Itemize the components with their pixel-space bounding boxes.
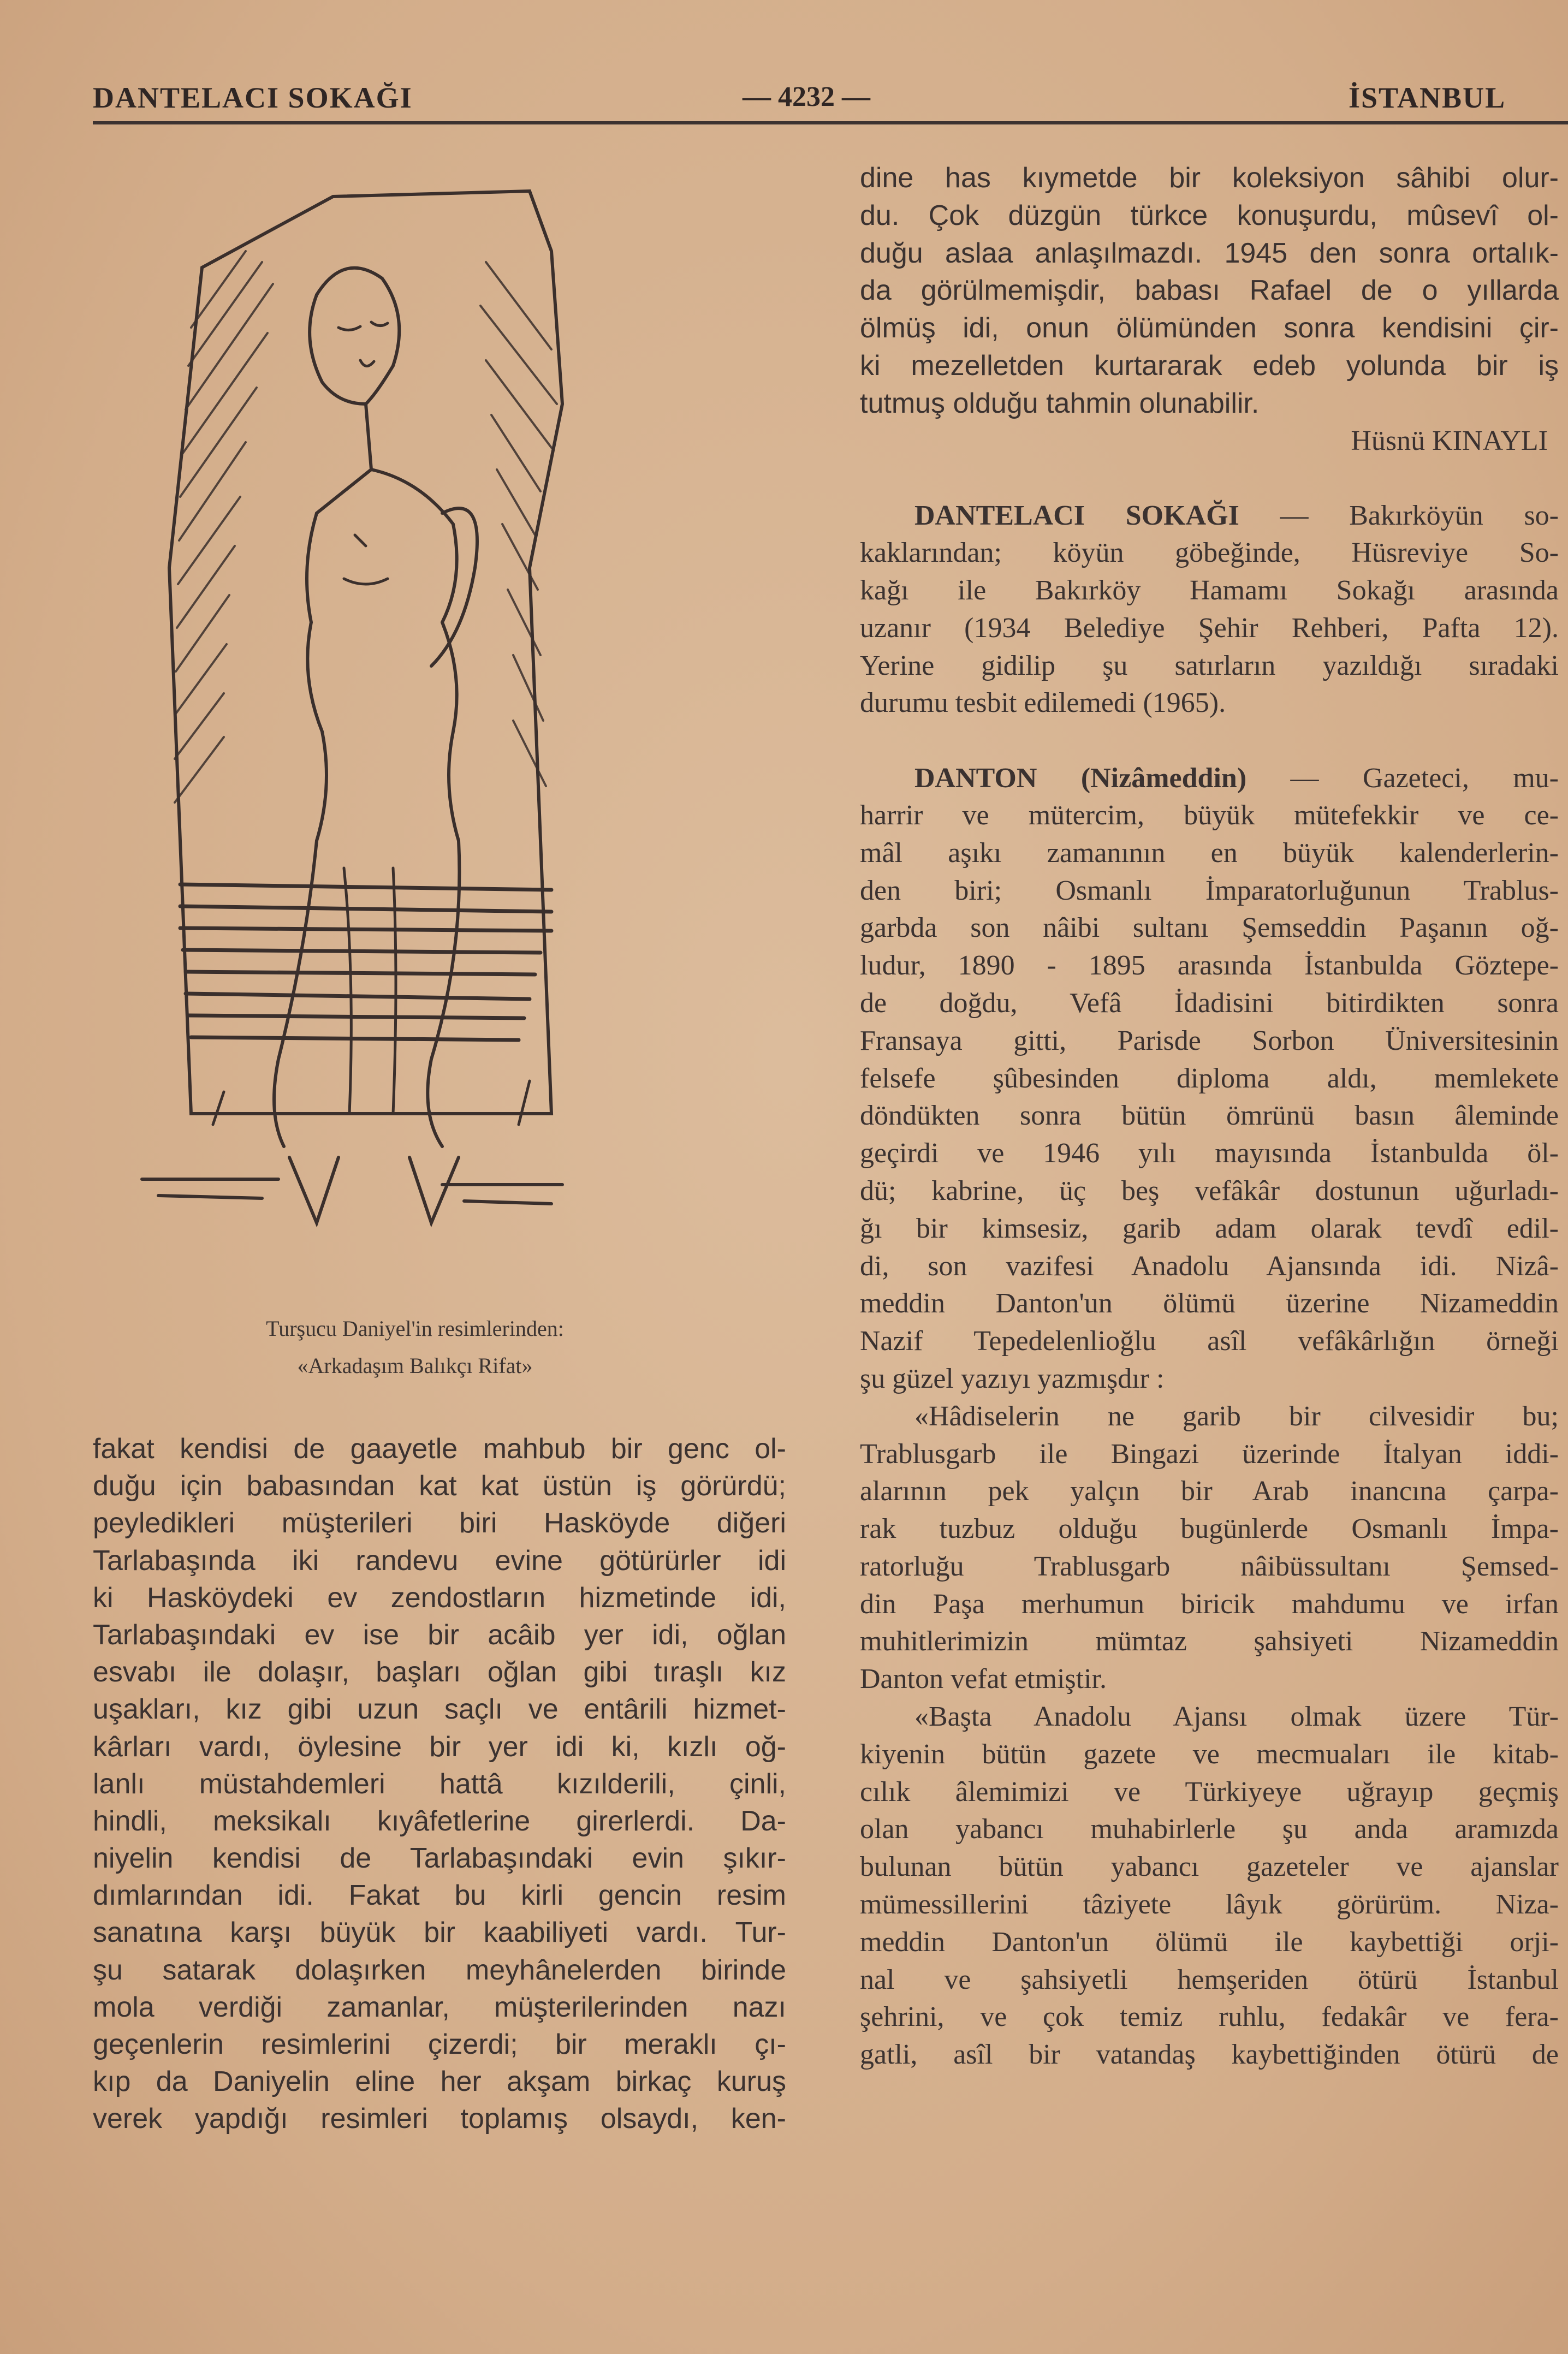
- text-line: tutmuş olduğu tahmin olunabilir.: [860, 387, 1260, 419]
- quote-line: muhitlerimizin mümtaz şahsiyeti Nizameddin: [860, 1626, 1559, 1657]
- text-line: fakat kendisi de gaayetle mahbub bir genc ol-: [93, 1433, 786, 1465]
- text-line: Tarlabaşındaki ev ise bir acâib yer idi, oğlan: [93, 1619, 786, 1651]
- left-column: [93, 1430, 786, 2138]
- quote-line: Danton vefat etmiştir.: [860, 1663, 1107, 1695]
- text-line: harrir ve mütercim, büyük mütefekkir ve ce-: [860, 799, 1559, 831]
- text-line: döndükten sonra bütün ömrünü basın âleminde: [860, 1100, 1559, 1132]
- text-line: dü; kabrine, üç beş vefâkâr dostunun uğurladı-: [860, 1175, 1559, 1206]
- text-line: Tarlabaşında iki randevu evine götürürler idi: [93, 1544, 786, 1577]
- quote-line: rak tuzbuz olduğu bugünlerde Osmanlı İmpa-: [860, 1513, 1559, 1545]
- text-line: di, son vazifesi Anadolu Ajansında idi. Nizâ-: [860, 1250, 1559, 1282]
- text-line: uşakları, kız gibi uzun saçlı ve entârili hizmet-: [93, 1693, 786, 1726]
- text-line: den biri; Osmanlı İmparatorluğunun Trablus-: [860, 875, 1559, 906]
- text-line: verek yapdığı resimleri toplamış olsaydı, ken-: [93, 2103, 786, 2135]
- quote-line: şehrini, ve çok temiz ruhlu, fedakâr ve fera-: [860, 2001, 1559, 2033]
- section-gap: [860, 722, 1559, 759]
- quote-line: nal ve şahsiyetli hemşeriden ötürü İstanbul: [860, 1964, 1559, 1995]
- text-line: kârları vardı, öylesine bir yer idi ki, kızlı oğ-: [93, 1731, 786, 1763]
- text-line: şu güzel yazıyı yazmışdır :: [860, 1363, 1165, 1394]
- text-line: kaklarından; köyün göbeğinde, Hüsreviye So-: [860, 537, 1559, 569]
- header-volume-title: İSTANBUL: [1349, 81, 1506, 114]
- header-entry-title: DANTELACI SOKAĞI: [93, 81, 413, 114]
- text-line: lanlı müstahdemleri hattâ kızılderili, çinli,: [93, 1768, 786, 1800]
- text-line: mâl aşıkı zamanının en büyük kalenderlerin-: [860, 837, 1559, 869]
- text-line: ölmüş idi, onun ölümünden sonra kendisini çir-: [860, 312, 1559, 344]
- text-line: şu satarak dolaşırken meyhânelerden birinde: [93, 1954, 786, 1986]
- quote-line: meddin Danton'un ölümü ile kaybettiği orji-: [860, 1926, 1559, 1958]
- author-signature: Hüsnü KINAYLI: [1351, 425, 1548, 456]
- quote-line: din Paşa merhumun biricik mahdumu ve irfan: [860, 1588, 1559, 1620]
- text-line: Yerine gidilip şu satırların yazıldığı sıradaki: [860, 650, 1559, 681]
- entry-first-line-text: — Gazeteci, mu-: [1246, 763, 1559, 794]
- text-line: mola verdiği zamanlar, müşterilerinden nazı: [93, 1991, 786, 2023]
- entry-headword: DANTON (Nizâmeddin): [914, 763, 1247, 794]
- text-line: peyledikleri müşterileri biri Hasköyde diğeri: [93, 1507, 786, 1539]
- text-line: da görülmemişdir, babası Rafael de o yıllarda: [860, 275, 1559, 307]
- text-line: geçirdi ve 1946 yılı mayısında İstanbulda öl-: [860, 1138, 1559, 1169]
- figure-caption-line-1: Turşucu Daniyel'in resimlerinden:: [266, 1316, 564, 1341]
- text-line: de doğdu, Vefâ İdadisini bitirdikten sonra: [860, 987, 1559, 1019]
- quote-line: kiyenin bütün gazete ve mecmuaları ile kitab-: [860, 1738, 1559, 1770]
- text-line: Fransaya gitti, Parisde Sorbon Üniversitesinin: [860, 1025, 1559, 1056]
- text-line: kıp da Daniyelin eline her akşam birkaç kuruş: [93, 2066, 786, 2098]
- quote-line: Trablusgarb ile Bingazi üzerinde İtalyan iddi-: [860, 1438, 1559, 1470]
- text-line: hindli, meksikalı kıyâfetlerine girerlerdi. Da-: [93, 1805, 786, 1837]
- text-line: sanatına karşı büyük bir kaabiliyeti vardı. Tur-: [93, 1917, 786, 1949]
- entry-headword: DANTELACI SOKAĞI: [914, 500, 1239, 532]
- quote-line: «Hâdiselerin ne garib bir cilvesidir bu;: [914, 1400, 1559, 1432]
- text-line: garbda son nâibi sultanı Şemseddin Paşanın oğ-: [860, 912, 1559, 944]
- quote-line: cılık âlemimizi ve Türkiyeye uğrayıp geçmiş: [860, 1776, 1559, 1808]
- right-column: [860, 159, 1559, 2074]
- quote-line: alarının pek yalçın bir Arab inancına çarpa-: [860, 1476, 1559, 1507]
- text-line: felsefe şûbesinden diploma aldı, memlekete: [860, 1062, 1559, 1094]
- text-line: ki Hasköydeki ev zendostların hizmetinde idi,: [93, 1582, 786, 1614]
- quote-line: «Başta Anadolu Ajansı olmak üzere Tür-: [914, 1701, 1559, 1733]
- entry-first-line-text: — Bakırköyün so-: [1239, 500, 1559, 532]
- entry-first-line: [860, 759, 1559, 797]
- woodcut-illustration: [136, 186, 704, 1294]
- page-number: — 4232 —: [743, 81, 870, 112]
- quote-line: olan yabancı muhabirlerle şu anda aramızda: [860, 1814, 1559, 1845]
- text-line: dine has kıymetde bir koleksiyon sâhibi olur-: [860, 162, 1559, 194]
- header-rule: [93, 121, 1568, 124]
- section-gap: [860, 460, 1559, 497]
- text-line: duğu için babasından kat kat üstün iş görürdü;: [93, 1470, 786, 1502]
- quote-line: gatli, asîl bir vatandaş kaybettiğinden ötürü de: [860, 2039, 1559, 2071]
- text-line: Nazif Tepedelenlioğlu asîl vefâkârlığın örneği: [860, 1325, 1559, 1357]
- quote-line: bulunan bütün yabancı gazeteler ve ajanslar: [860, 1851, 1559, 1883]
- figure-caption-line-2: «Arkadaşım Balıkçı Rifat»: [297, 1353, 533, 1378]
- quote-line: ratorluğu Trablusgarb nâibüssultanı Şemsed-: [860, 1550, 1559, 1582]
- entry-first-line: [860, 497, 1559, 534]
- text-line: ğı bir kimsesiz, garib adam olarak tevdî edil-: [860, 1212, 1559, 1244]
- text-line: ki mezelletden kurtararak edeb yolunda bir iş: [860, 349, 1559, 382]
- text-line: geçenlerin resimlerini çizerdi; bir meraklı çı-: [93, 2029, 786, 2060]
- text-line: kağı ile Bakırköy Hamamı Sokağı arasında: [860, 574, 1559, 606]
- text-line: durumu tesbit edilemedi (1965).: [860, 687, 1226, 719]
- quote-line: mümessillerini tâziyete lâyık görürüm. Niza-: [860, 1889, 1559, 1921]
- running-header: [93, 81, 1568, 114]
- text-line: duğu aslaa anlaşılmazdı. 1945 den sonra ortalık-: [860, 237, 1559, 269]
- text-line: niyelin kendisi de Tarlabaşındaki evin şıkır-: [93, 1842, 786, 1875]
- text-line: du. Çok düzgün türkce konuşurdu, mûsevî ol-: [860, 199, 1559, 231]
- text-line: uzanır (1934 Belediye Şehir Rehberi, Pafta 12).: [860, 612, 1559, 644]
- text-line: esvabı ile dolaşır, başları oğlan gibi tıraşlı kız: [93, 1656, 786, 1689]
- text-line: dımlarından idi. Fakat bu kirli gencin resim: [93, 1880, 786, 1912]
- text-line: ludur, 1890 - 1895 arasında İstanbulda Göztepe-: [860, 950, 1559, 982]
- text-line: meddin Danton'un ölümü üzerine Nizameddin: [860, 1288, 1559, 1319]
